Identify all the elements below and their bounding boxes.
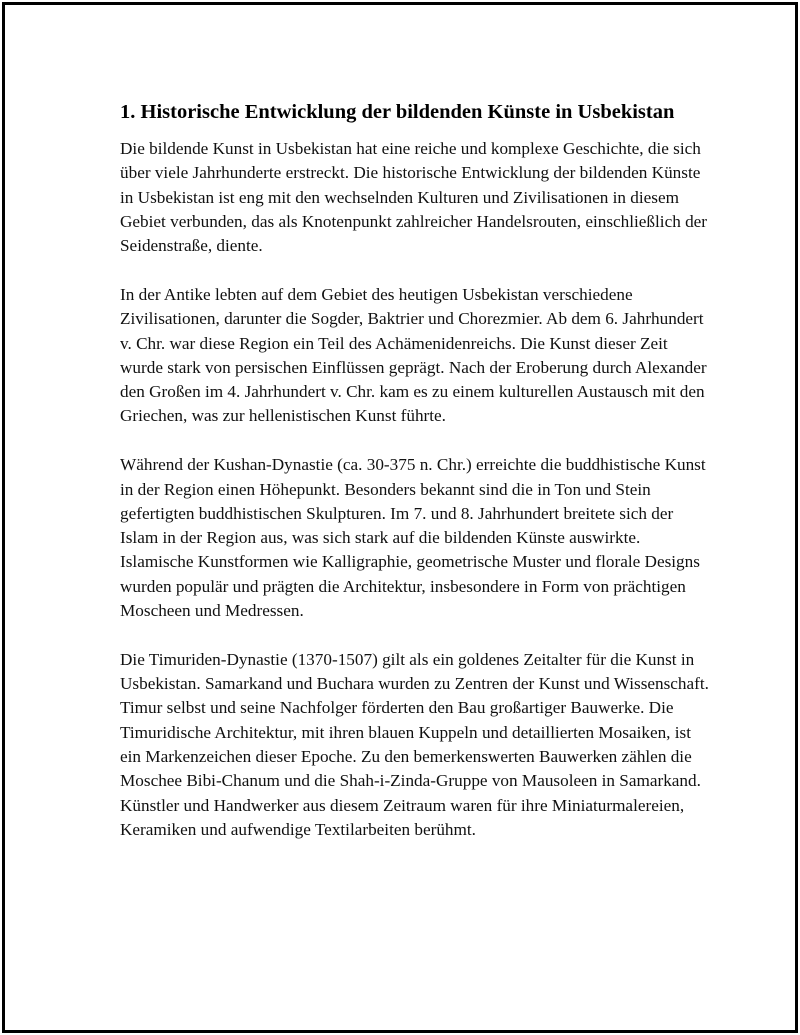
section-heading: 1. Historische Entwicklung der bildenden Künste in Usbekistan <box>120 101 675 123</box>
paragraph-4: Die Timuriden-Dynastie (1370-1507) gilt als ein goldenes Zeitalter für die Kunst in Usbekistan. Samarkand und Buchara wurden zu Zentren der Kunst und Wissenschaft. Timur selbst und seine Nachfolger förderten den Bau großartiger Bauwerke. Die Timuridische Architektur, mit ihren blauen Kuppeln und detaillierten Mosaiken, ist ein Markenzeichen dieser Epoche. Zu den bemerkenswerten Bauwerken zählen die Moschee Bibi-Chanum und die Shah-i-Zinda-Gruppe von Mausoleen in Samarkand. Künstler und Handwerker aus diesem Zeitraum waren für ihre Miniaturmalereien, Keramiken und aufwendige Textilarbeiten berühmt. <box>120 649 709 839</box>
paragraph-2: In der Antike lebten auf dem Gebiet des heutigen Usbekistan verschiedene Zivilisationen, darunter die Sogder, Baktrier und Chorezmier. Ab dem 6. Jahrhundert v. Chr. war diese Region ein Teil des Achämenidenreichs. Die Kunst dieser Zeit wurde stark von persischen Einflüssen geprägt. Nach der Eroberung durch Alexander den Großen im 4. Jahrhundert v. Chr. kam es zu einem kulturellen Austausch mit den Griechen, was zur hellenistischen Kunst führte. <box>120 284 707 426</box>
page-frame <box>2 2 798 1033</box>
paragraph-1: Die bildende Kunst in Usbekistan hat eine reiche und komplexe Geschichte, die sich über viele Jahrhunderte erstreckt. Die historische Entwicklung der bildenden Künste in Usbekistan ist eng mit den wechselnden Kulturen und Zivilisationen in diesem Gebiet verbunden, das als Knotenpunkt zahlreicher Handelsrouten, einschließlich der Seidenstraße, diente. <box>120 139 708 256</box>
paragraph-3: Während der Kushan-Dynastie (ca. 30-375 n. Chr.) erreichte die buddhistische Kunst in der Region einen Höhepunkt. Besonders bekannt sind die in Ton und Stein gefertigten buddhistischen Skulpturen. Im 7. und 8. Jahrhundert breitete sich der Islam in der Region aus, was sich stark auf die bildenden Künste auswirkte. Islamische Kunstformen wie Kalligraphie, geometrische Muster und florale Designs wurden populär und prägten die Architektur, insbesondere in Form von prächtigen Moscheen und Medressen. <box>120 455 706 621</box>
document-body <box>120 99 710 867</box>
